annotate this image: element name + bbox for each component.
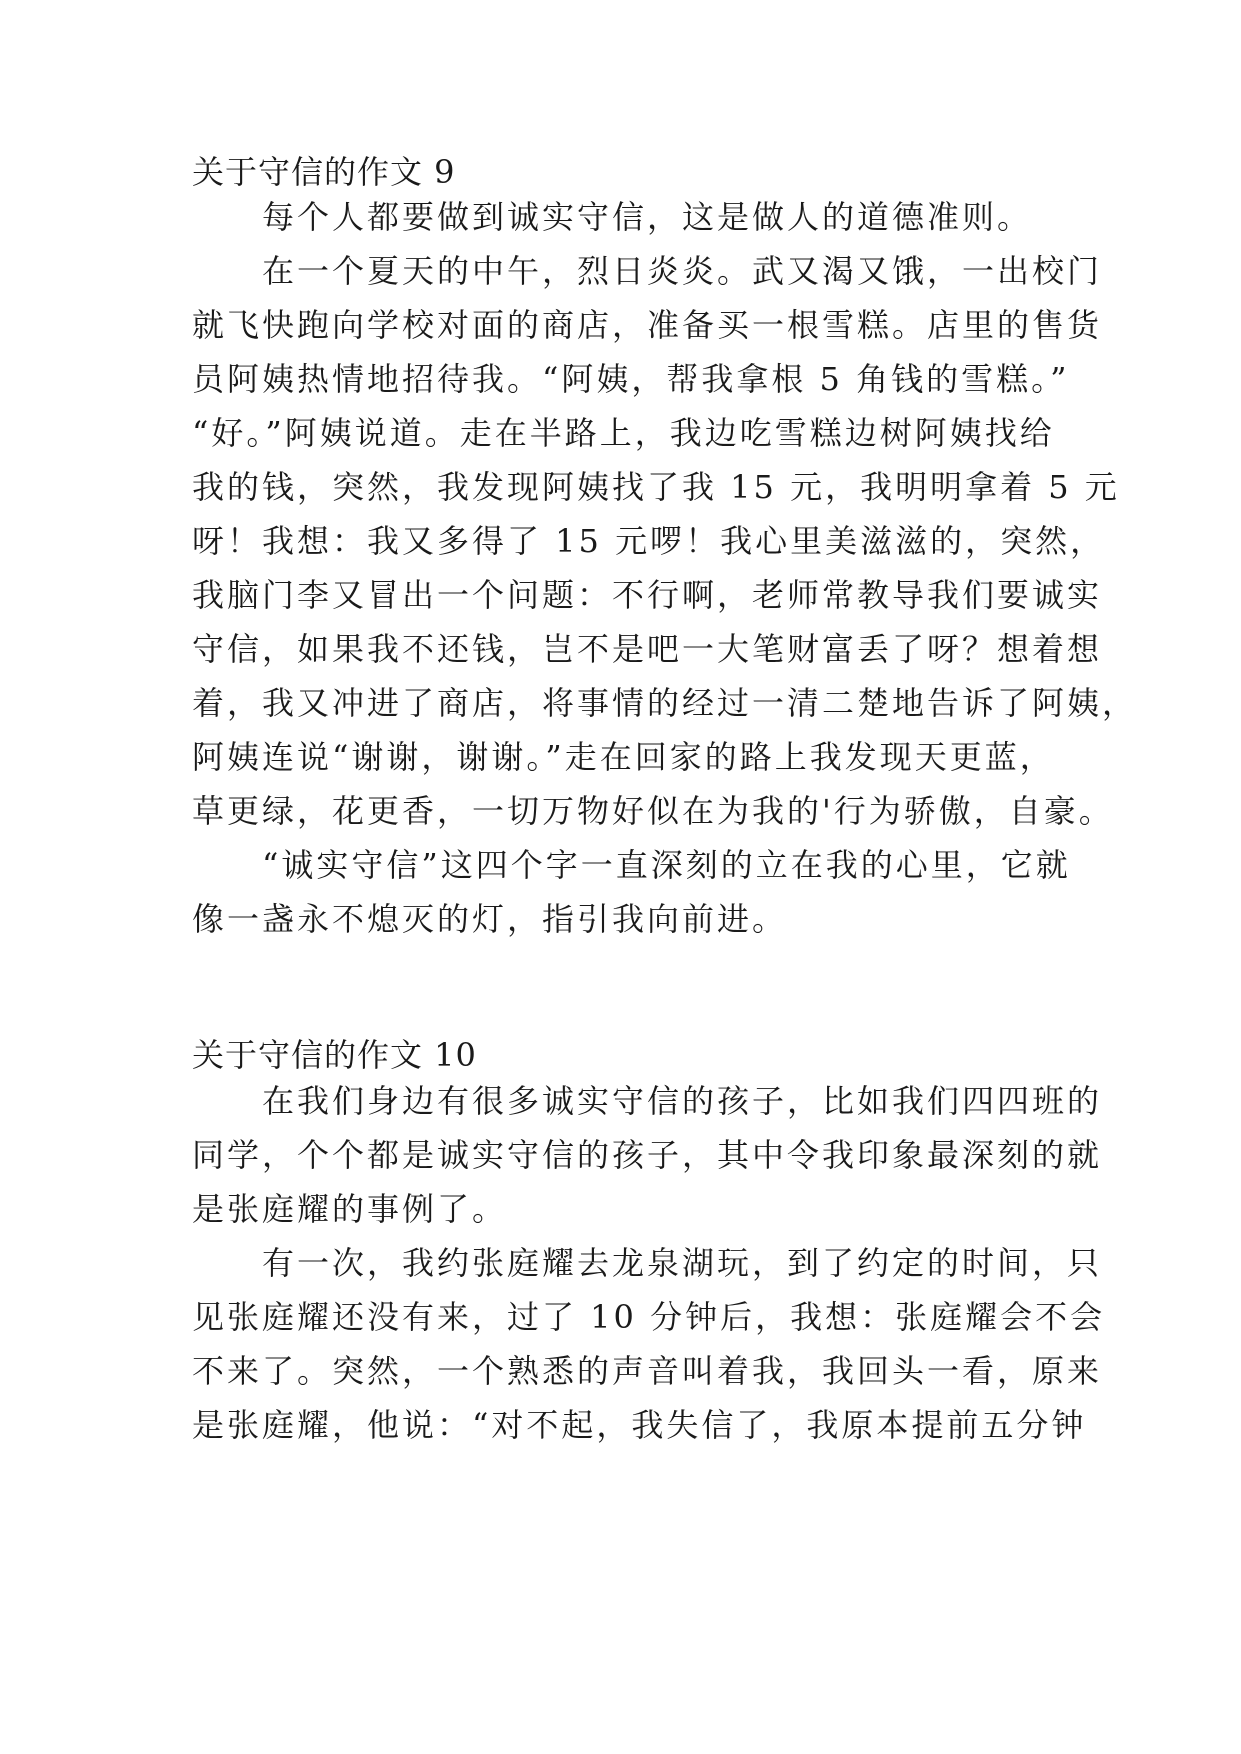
- paragraph-line: 不来了。突然，一个熟悉的声音叫着我，我回头一看，原来: [192, 1352, 1103, 1390]
- paragraph-line: 草更绿，花更香，一切万物好似在为我的'行为骄傲，自豪。: [192, 792, 1114, 830]
- paragraph-line: 着，我又冲进了商店，将事情的经过一清二楚地告诉了阿姨，: [192, 684, 1138, 722]
- paragraph-line: 在我们身边有很多诚实守信的孩子，比如我们四四班的: [192, 1082, 1103, 1120]
- paragraph-line: 见张庭耀还没有来，过了 10 分钟后，我想：张庭耀会不会: [192, 1298, 1106, 1336]
- paragraph-line: “诚实守信”这四个字一直深刻的立在我的心里，它就: [192, 846, 1071, 884]
- paragraph-line: 我脑门李又冒出一个问题：不行啊，老师常教导我们要诚实: [192, 576, 1103, 614]
- paragraph-line: 守信，如果我不还钱，岂不是吧一大笔财富丢了呀？想着想: [192, 630, 1103, 668]
- paragraph-line: 就飞快跑向学校对面的商店，准备买一根雪糕。店里的售货: [192, 306, 1103, 344]
- paragraph-line: 我的钱，突然，我发现阿姨找了我 15 元，我明明拿着 5 元: [192, 468, 1120, 506]
- paragraph-line: 像一盏永不熄灭的灯，指引我向前进。: [192, 900, 788, 938]
- section-title: 关于守信的作文 10: [192, 1036, 477, 1074]
- paragraph-line: 有一次，我约张庭耀去龙泉湖玩，到了约定的时间，只: [192, 1244, 1103, 1282]
- paragraph-line: 员阿姨热情地招待我。“阿姨，帮我拿根 5 角钱的雪糕。”: [192, 360, 1070, 398]
- paragraph-line: 呀！我想：我又多得了 15 元啰！我心里美滋滋的，突然，: [192, 522, 1106, 560]
- paragraph-line: 阿姨连说“谢谢，谢谢。”走在回家的路上我发现天更蓝，: [192, 738, 1055, 776]
- paragraph-line: 同学，个个都是诚实守信的孩子，其中令我印象最深刻的就: [192, 1136, 1103, 1174]
- paragraph-line: 每个人都要做到诚实守信，这是做人的道德准则。: [192, 198, 1033, 236]
- section-title: 关于守信的作文 9: [192, 153, 456, 191]
- paragraph-line: 是张庭耀的事例了。: [192, 1190, 508, 1228]
- paragraph-line: 是张庭耀，他说：“对不起，我失信了，我原本提前五分钟: [192, 1406, 1087, 1444]
- paragraph-line: 在一个夏天的中午，烈日炎炎。武又渴又饿，一出校门: [192, 252, 1103, 290]
- paragraph-line: “好。”阿姨说道。走在半路上，我边吃雪糕边树阿姨找给: [192, 414, 1055, 452]
